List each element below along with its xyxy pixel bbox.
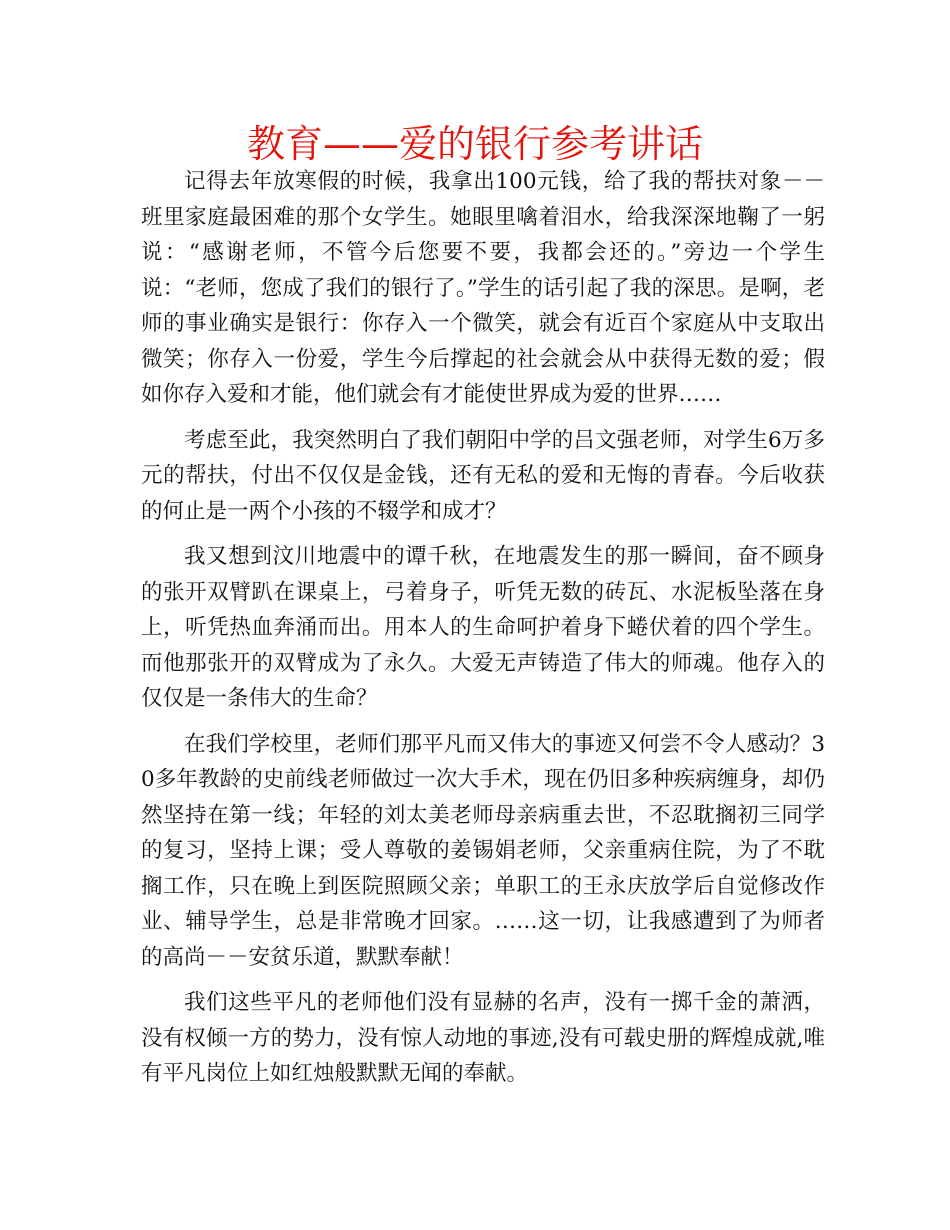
paragraph-4: 在我们学校里，老师们那平凡而又伟大的事迹又何尝不令人感动？30多年教龄的史前线老师做过一次大手术，现在仍旧多种疾病缠身，却仍然坚持在第一线；年轻的刘太美老师母亲病重去世，不忍耽搁初三同学的复习，坚持上课；受人尊敬的姜锡娟老师，父亲重病住院，为了不耽搁工作，只在晚上到医院照顾父亲；单职工的王永庆放学后自觉修改作业、辅导学生，总是非常晚才回家。……这一切，让我感遭到了为师者的高尚－－安贫乐道，默默奉献！ xyxy=(141,731,825,970)
document-title: 教育——爱的银行参考讲话 xyxy=(246,122,703,166)
paragraph-5: 我们这些平凡的老师他们没有显赫的名声，没有一掷千金的萧洒，没有权倾一方的势力，没有惊人动地的事迹,没有可载史册的辉煌成就,唯有平凡岗位上如红烛般默默无闻的奉献。 xyxy=(141,990,825,1086)
paragraph-2: 考虑至此，我突然明白了我们朝阳中学的吕文强老师，对学生6万多元的帮扶，付出不仅仅是金钱，还有无私的爱和无悔的青春。今后收获的何止是一两个小孩的不辍学和成才？ xyxy=(141,427,825,524)
paragraph-1: 记得去年放寒假的时候，我拿出100元钱，给了我的帮扶对象－－班里家庭最困难的那个女学生。她眼里噙着泪水，给我深深地鞠了一躬说：“感谢老师，不管今后您要不要，我都会还的。”旁边一个学生说：“老师，您成了我们的银行了。”学生的话引起了我的深思。是啊，老师的事业确实是银行：你存入一个微笑，就会有近百个家庭从中支取出微笑；你存入一份爱，学生今后撑起的社会就会从中获得无数的爱；假如你存入爱和才能，他们就会有才能使世界成为爱的世界…… xyxy=(141,169,825,407)
document-body xyxy=(141,164,825,1092)
paragraph-3: 我又想到汶川地震中的谭千秋，在地震发生的那一瞬间，奋不顾身的张开双臂趴在课桌上，弓着身子，听凭无数的砖瓦、水泥板坠落在身上，听凭热血奔涌而出。用本人的生命呵护着身下蜷伏着的四个学生。而他那张开的双臂成为了永久。大爱无声铸造了伟大的师魂。他存入的仅仅是一条伟大的生命？ xyxy=(141,544,825,711)
